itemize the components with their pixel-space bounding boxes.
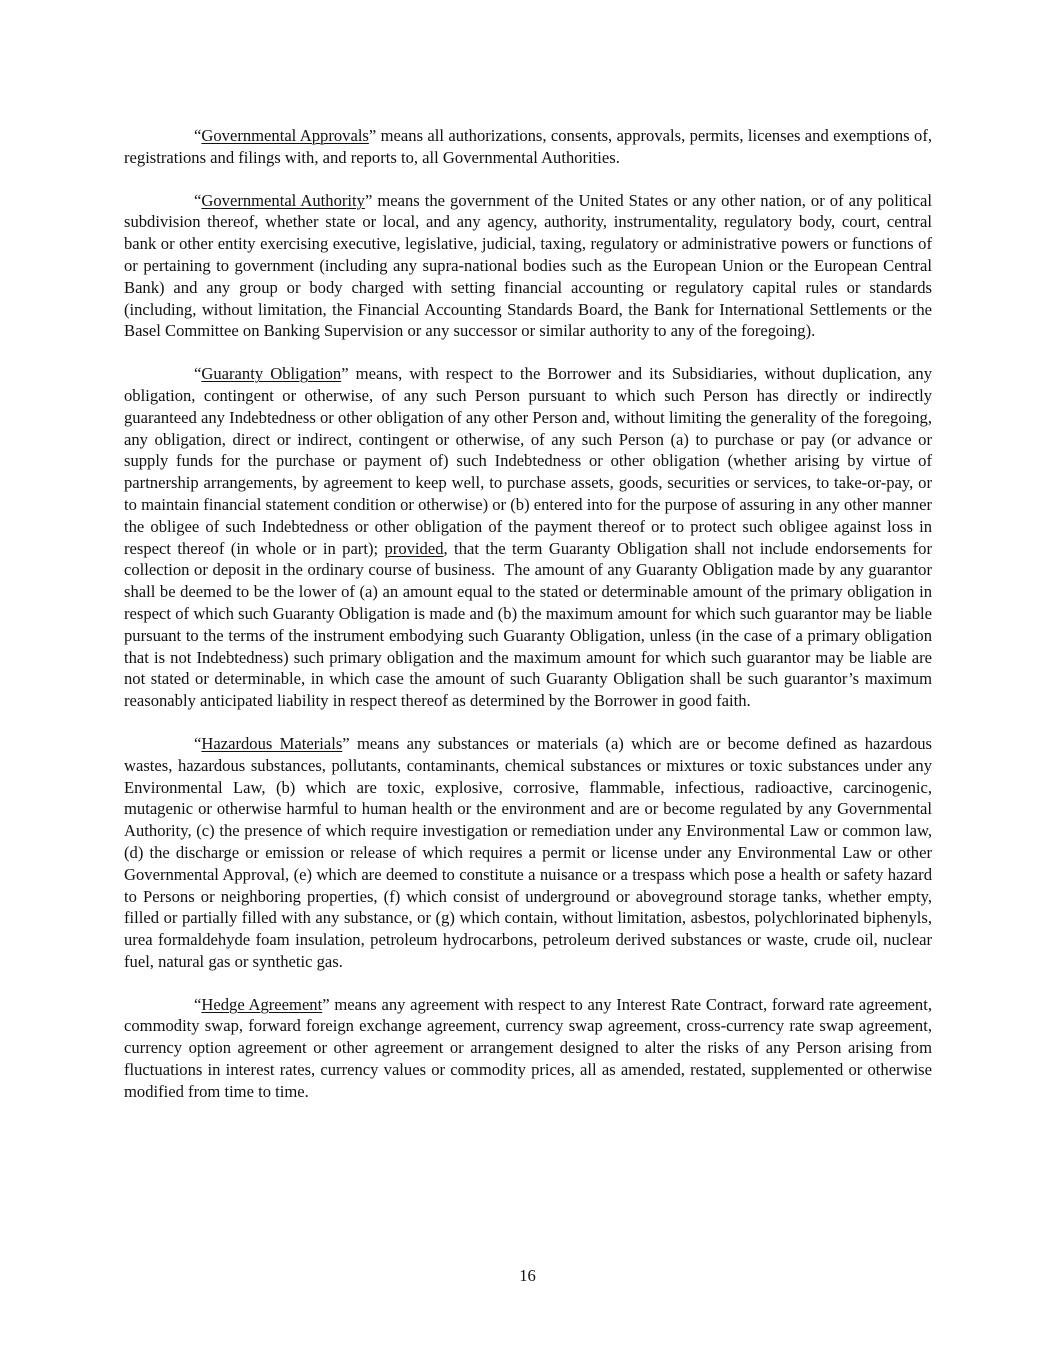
close-quote: ” [341, 364, 349, 384]
close-quote: ” [342, 733, 350, 753]
close-quote: ” [364, 190, 373, 210]
defined-term: Hedge Agreement [201, 994, 323, 1014]
open-quote: “ [194, 364, 202, 384]
definition-body: means any agreement with respect to any Interest Rate Contract, forward rate agreement, commodity swap, forward foreign exchange agreement, currency swap agreement, cross-currency rate swap agreement, currency option agreement or other agreement or arrangement designed to alter the risks of any Person arising from fluctuations in interest rates, currency values or commodity prices, all as amended, restated, supplemented or otherwise modified from time to time. [124, 994, 932, 1101]
definition-hazardous-materials [124, 733, 932, 973]
open-quote: “ [194, 994, 202, 1014]
definition-governmental-approvals [124, 125, 932, 169]
defined-term: Guaranty Obligation [201, 364, 342, 384]
definition-body-part-b: , that the term Guaranty Obligation shall not include endorsements for collection or deposit in the ordinary course of business. The amount of any Guaranty Obligation made by any guarantor shall be deemed to be the lower of (a) an amount equal to the stated or determinable amount of the primary obligation in respect of which such Guaranty Obligation is made and (b) the maximum amount for which such guarantor may be liable pursuant to the terms of the instrument embodying such Guaranty Obligation, unless (in the case of a primary obligation that is not Indebtedness) such primary obligation and the maximum amount for which such guarantor may be liable are not stated or determinable, in which case the amount of such Guaranty Obligation shall be such guarantor’s maximum reasonably anticipated liability in respect thereof as determined by the Borrower in good faith. [124, 538, 932, 711]
definition-governmental-authority [124, 190, 932, 343]
page-number: 16 [519, 1266, 536, 1285]
definition-body-part-a: means, with respect to the Borrower and its Subsidiaries, without duplication, any obligation, contingent or otherwise, of any such Person pursuant to which such Person has directly or indirectly guaranteed any Indebtedness or other obligation of any other Person and, without limiting the generality of the foregoing, any obligation, direct or indirect, contingent or otherwise, of any such Person (a) to purchase or pay (or advance or supply funds for the purchase or payment of) such Indebtedness or other obligation (whether arising by virtue of partnership arrangements, by agreement to keep well, to purchase assets, goods, securities or services, to take-or-pay, or to maintain financial statement condition or otherwise) or (b) entered into for the purpose of assuring in any other manner the obligee of such Indebtedness or other obligation of the payment thereof or to protect such obligee against loss in respect thereof (in whole or in part); [124, 364, 932, 558]
open-quote: “ [194, 190, 202, 210]
proviso-term: provided [384, 538, 444, 558]
definition-body: means all authorizations, consents, approvals, permits, licenses and exemptions of, registrations and filings with, and reports to, all Governmental Authorities. [124, 126, 932, 167]
definition-body: means the government of the United States or any other nation, or of any political subdivision thereof, whether state or local, and any agency, authority, instrumentality, regulatory body, court, central bank or other entity exercising executive, legislative, judicial, taxing, regulatory or administrative powers or functions of or pertaining to government (including any supra-national bodies such as the European Union or the European Central Bank) and any group or body charged with setting financial accounting or regulatory capital rules or standards (including, without limitation, the Financial Accounting Standards Board, the Bank for International Settlements or the Basel Committee on Banking Supervision or any successor or similar authority to any of the foregoing). [124, 190, 932, 341]
open-quote: “ [194, 126, 202, 145]
open-quote: “ [194, 733, 202, 753]
close-quote: ” [368, 126, 377, 145]
definition-guaranty-obligation [124, 363, 932, 712]
defined-term: Governmental Approvals [201, 126, 369, 145]
definition-body: means any substances or materials (a) which are or become defined as hazardous wastes, hazardous substances, pollutants, contaminants, chemical substances or mixtures or toxic substances under any Environmental Law, (b) which are toxic, explosive, corrosive, flammable, infectious, radioactive, carcinogenic, mutagenic or otherwise harmful to human health or the environment and are or become regulated by any Governmental Authority, (c) the presence of which require investigation or remediation under any Environmental Law or common law, (d) the discharge or emission or release of which requires a permit or license under any Environmental Law or other Governmental Approval, (e) which are deemed to constitute a nuisance or a trespass which pose a health or safety hazard to Persons or neighboring properties, (f) which consist of underground or aboveground storage tanks, whether empty, filled or partially filled with any substance, or (g) which contain, without limitation, asbestos, polychlorinated biphenyls, urea formaldehyde foam insulation, petroleum hydrocarbons, petroleum derived substances or waste, crude oil, nuclear fuel, natural gas or synthetic gas. [124, 733, 932, 971]
defined-term: Governmental Authority [201, 190, 365, 210]
document-page [124, 125, 932, 1124]
close-quote: ” [322, 994, 330, 1014]
definition-hedge-agreement [124, 994, 932, 1103]
defined-term: Hazardous Materials [201, 733, 343, 753]
